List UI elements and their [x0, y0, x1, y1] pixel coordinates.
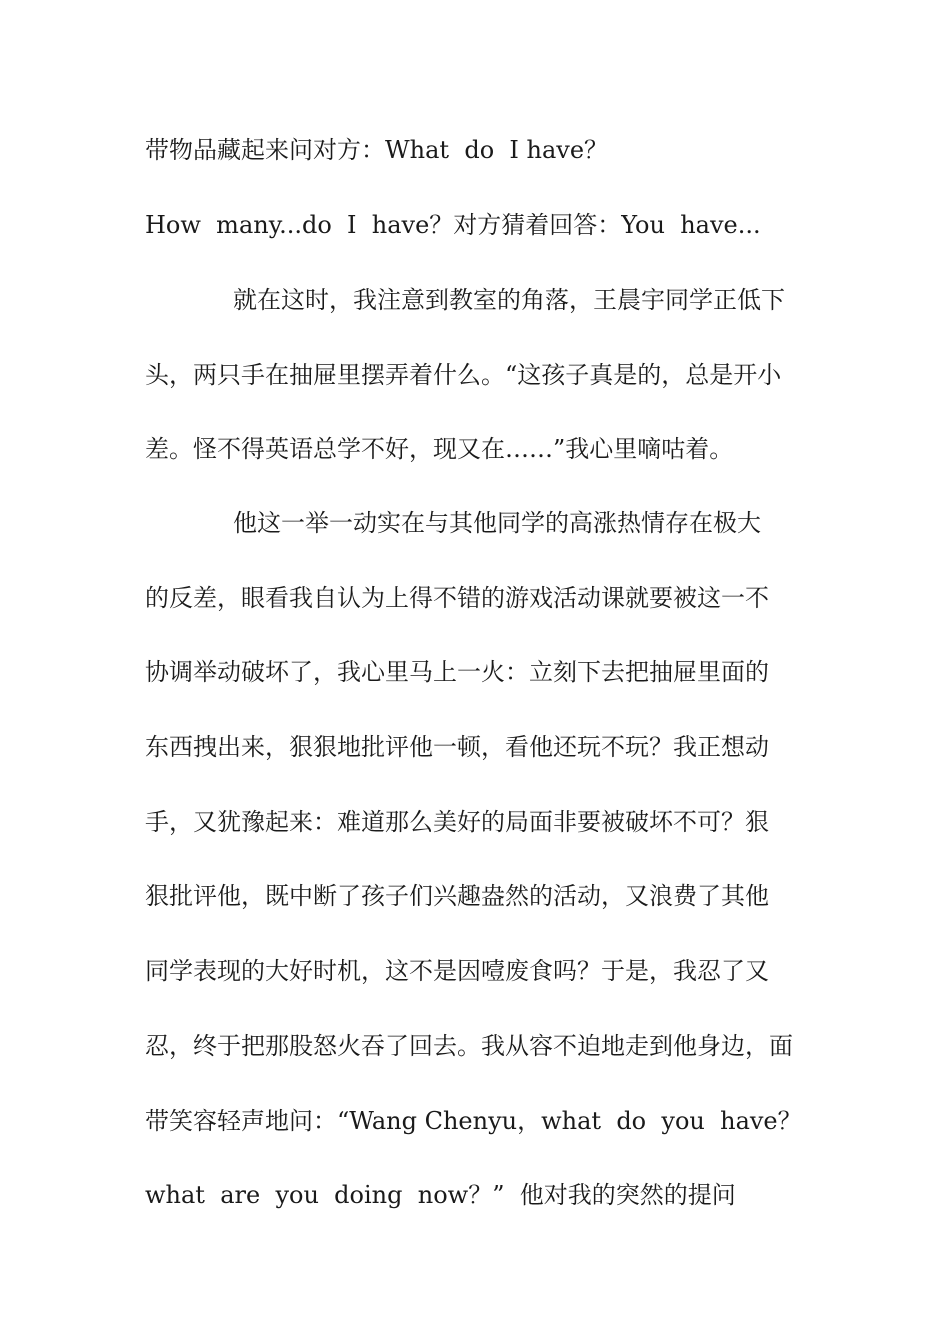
text-line: 东西拽出来，狠狠地批评他一顿，看他还玩不玩？我正想动 — [145, 733, 769, 761]
text-line: 带物品藏起来问对方：What do I have？ — [145, 136, 609, 164]
text-line: 差。怪不得英语总学不好，现又在……”我心里嘀咕着。 — [145, 435, 734, 463]
text-line: 头，两只手在抽屉里摆弄着什么。“这孩子真是的，总是开小 — [145, 361, 782, 389]
text-line: 忍，终于把那股怒火吞了回去。我从容不迫地走到他身边，面 — [145, 1032, 793, 1060]
text-line: 狠批评他，既中断了孩子们兴趣盎然的活动，又浪费了其他 — [145, 882, 769, 910]
text-line: 带笑容轻声地问：“Wang Chenyu，what do you have？ — [145, 1107, 802, 1135]
text-line: 同学表现的大好时机，这不是因噎废食吗？于是，我忍了又 — [145, 957, 769, 985]
text-line: 协调举动破坏了，我心里马上一火：立刻下去把抽屉里面的 — [145, 658, 769, 686]
text-line: 手，又犹豫起来：难道那么美好的局面非要被破坏不可？狠 — [145, 808, 769, 836]
text-line: 的反差，眼看我自认为上得不错的游戏活动课就要被这一不 — [145, 584, 769, 612]
text-line: what are you doing now？” 他对我的突然的提问 — [145, 1181, 736, 1209]
paragraph-start-line: 他这一举一动实在与其他同学的高涨热情存在极大 — [233, 509, 761, 537]
text-line: How many...do I have？对方猜着回答：You have... — [145, 211, 761, 239]
paragraph-start-line: 就在这时，我注意到教室的角落，王晨宇同学正低下 — [233, 286, 785, 314]
